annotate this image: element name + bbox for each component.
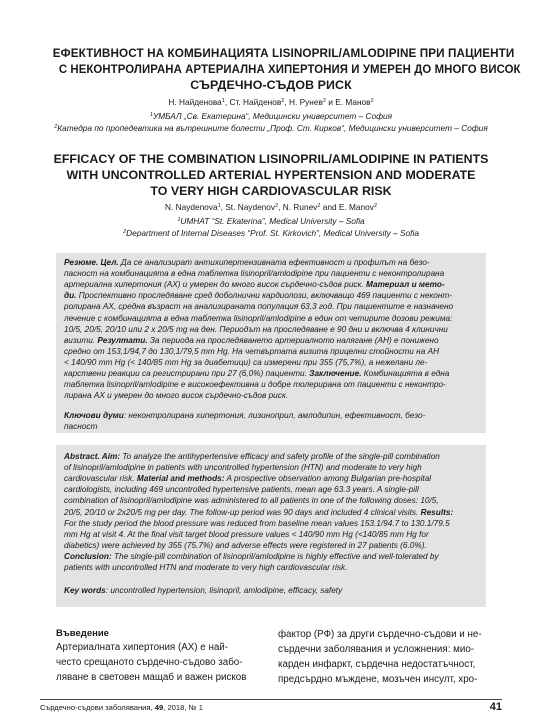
keywords-bg-line	[64, 410, 425, 421]
abstract-en-line	[64, 495, 439, 506]
abstract-english-box	[56, 445, 486, 607]
author-affil-mark: 2	[322, 98, 326, 104]
abstract-en-line	[64, 540, 427, 551]
title-en-line: EFFICACY OF THE COMBINATION LISINOPRIL/AMLODIPINE IN PATIENTS	[53, 152, 489, 166]
section-heading-introduction: Въведение	[56, 628, 109, 639]
abstract-bold-run: Abstract. Aim:	[64, 452, 121, 461]
abstract-bg-line	[64, 313, 452, 324]
abstract-bg-line	[64, 324, 448, 335]
author-separator: ,	[284, 97, 289, 107]
body-text-line: карден инфаркт, сърдечна недостатъчност,	[278, 659, 476, 670]
author-conjunction: и	[325, 97, 336, 107]
affil-text: UMHAT “St. Ekaterina”, Medical University – Sofia	[180, 216, 365, 226]
body-text-line: сърдечни заболявания и усложнения: мио-	[278, 644, 475, 655]
intro-right-text	[278, 627, 488, 687]
body-text-line: често срещаното сърдечно-съдово забо-	[56, 657, 243, 668]
affil-text: УМБАЛ „Св. Екатерина“, Медицински университет – София	[152, 111, 393, 121]
affil-mark: 2	[54, 124, 58, 130]
footer-rule	[40, 699, 502, 700]
author-affil-mark: 1	[217, 203, 221, 209]
journal-volume: 49	[154, 703, 164, 712]
abstract-text-run: mm Hg at visit 4. At the final visit target blood pressure values < 140/90 mm Hg (<140/85 mm Hg for	[64, 529, 429, 539]
abstract-bg-line	[64, 279, 445, 290]
abstract-text-run: To analyze the antihypertensive efficacy and safety profile of the single-pill combination	[120, 452, 440, 461]
author-affil-mark: 2	[373, 203, 377, 209]
affil-mark: 1	[177, 217, 181, 223]
abstract-text-run: пасност на комбинацията в една таблетка lisinopril/amlodipine при пациенти с неконтролирана	[64, 269, 445, 279]
affiliation-en-1	[40, 216, 502, 227]
keywords-bg-line	[64, 421, 97, 432]
affil-mark: 1	[149, 112, 153, 118]
author-separator: ,	[220, 202, 226, 212]
abstract-bg-line	[64, 390, 288, 401]
body-text-line: предсърдно мъждене, мозъчен инсулт, хро-	[278, 674, 478, 685]
abstract-text-run: За периода на проследяването артериалното налягане (АН) е понижено	[147, 335, 439, 345]
abstract-en-line	[64, 518, 450, 529]
abstract-text-run: Комбинацията в една	[361, 369, 450, 378]
author-conjunction: and	[320, 202, 339, 212]
abstract-en-line	[64, 473, 431, 484]
abstract-en-line	[64, 484, 419, 495]
abstract-text-run: пасност	[64, 422, 98, 432]
abstract-bg-line	[64, 335, 439, 346]
intro-left-text	[56, 640, 261, 685]
page-number: 41	[489, 701, 502, 713]
abstract-text-run: diabetics) were achieved by 355 (75.7%) and adverse effects were registered in 27 patients (6.0%).	[64, 540, 427, 550]
author-name: Н. Найденова	[168, 97, 222, 107]
journal-name: Сърдечно-съдови заболявания,	[40, 703, 155, 712]
affil-mark: 2	[123, 229, 127, 235]
abstract-text-run: лечение с комбинацията в една таблетка lisinopril/amlodipine в един от четирите дозови режима:	[64, 313, 453, 323]
body-text-line: Артериалната хипертония (АХ) е най-	[56, 642, 229, 653]
abstract-en-line	[64, 507, 453, 518]
abstract-bold-run: Материал и мето-	[366, 280, 445, 290]
affiliation-bg-2	[40, 123, 502, 134]
author-name: Е. Манов	[335, 97, 371, 107]
abstract-text-run: таблетка lisinopril/amlodipine е високоефективна и добре толерирана от пациенти с неконтро-	[64, 380, 446, 390]
affil-text: Department of Internal Diseases “Prof. St. Kirkovich”, Medical University – Sofia	[126, 228, 419, 238]
abstract-bold-run: ди.	[64, 291, 77, 301]
author-name: N. Naydenova	[164, 202, 218, 212]
title-bulgarian	[40, 45, 521, 93]
title-en-line: WITH UNCONTROLLED ARTERIAL HYPERTENSION AND MODERATE	[66, 168, 476, 182]
abstract-text-run: A prospective observation among Bulgarian pre-hospital	[224, 474, 432, 484]
abstract-text-run: cardiologists, including 469 uncontrolled hypertensive patients, mean age 63.3 years. A single-pill	[64, 485, 419, 495]
abstract-bg-line	[64, 257, 430, 268]
abstract-bg-line	[64, 357, 427, 368]
abstract-text-run: средно от 153,1/94,7 до 130,1/79,5 mm Hg. На четвъртата визита прицелни стойности на АН	[64, 346, 440, 356]
author-name: Ст. Найденов	[229, 97, 282, 107]
abstract-bg-line	[64, 268, 444, 279]
abstract-text-run: 10/5, 20/5, 20/10 или 2 x 20/5 mg на ден. Периодът на проследяване е 90 дни и включва 4 клинични	[64, 324, 448, 334]
abstract-bg-line	[64, 379, 446, 390]
intro-left-column	[56, 627, 261, 685]
abstract-text-run: patients with uncontrolled HTN and moderate to very high cardiovascular risk.	[64, 563, 348, 572]
abstract-bold-run: Results:	[420, 507, 454, 517]
author-name: St. Naydenov	[225, 202, 276, 212]
abstract-text-run: 20/5, 20/10 or 2x20/5 mg per day. The follow-up period was 90 days and included 4 clinical visits.	[64, 507, 421, 517]
abstract-bulgarian-box	[56, 253, 486, 433]
abstract-text-run: < 140/90 mm Hg (< 140/85 mm Hg за диабетици) са измерени при 355 (75,7%), а нежелани ле-	[64, 357, 428, 367]
author-separator: ,	[224, 97, 230, 107]
abstract-bold-run: Material and methods:	[136, 474, 225, 484]
title-en-line: TO VERY HIGH CARDIOVASCULAR RISK	[150, 184, 392, 198]
author-name: Н. Рунев	[288, 97, 323, 107]
abstract-en-line	[64, 529, 429, 540]
title-bg-line: ЕФЕКТИВНОСТ НА КОМБИНАЦИЯТА LISINOPRIL/AMLODIPINE ПРИ ПАЦИЕНТИ	[52, 46, 515, 60]
abstract-bold-run: Резултати.	[97, 335, 148, 345]
abstract-text-run: The single-pill combination of lisinopril/amlodipine is highly effective and well-tolerated by	[111, 551, 439, 561]
abstract-text-run: : uncontrolled hypertension, lisinopril, amlodipine, efficacy, safety	[105, 586, 343, 595]
abstract-text-run: Да се анализират антихипертензивната ефективност и профилът на безо-	[118, 258, 430, 267]
abstract-text-run: cardiovascular risk.	[64, 474, 137, 484]
author-affil-mark: 2	[317, 203, 321, 209]
abstract-text-run: артериална хипертония (АХ) и умерен до много висок сърдечно-съдов риск.	[64, 280, 367, 290]
authors-bulgarian	[40, 97, 502, 108]
abstract-text-run: лирана АХ и умерен до много висок сърдечно-съдов риск.	[64, 391, 289, 401]
author-name: E. Manov	[338, 202, 374, 212]
abstract-text-run: ролирана АХ, средна възраст на анализираната популация 63,3 год. При пациентите е назначено	[64, 302, 454, 312]
affil-text: Катедра по пропедевтика на вътрешните болести „Проф. Ст. Кирков“, Медицински университет – София	[57, 123, 488, 133]
affiliation-en-2	[40, 228, 502, 239]
affiliation-bg-1	[40, 111, 502, 122]
abstract-text-run: визити.	[64, 335, 98, 345]
intro-right-column	[278, 627, 488, 687]
abstract-en-line	[64, 451, 440, 462]
title-bg-line: СЪРДЕЧНО-СЪДОВ РИСК	[190, 78, 352, 92]
abstract-en-line	[64, 462, 422, 473]
author-affil-mark: 2	[275, 203, 279, 209]
author-affil-mark: 2	[370, 98, 374, 104]
authors-english	[40, 202, 502, 213]
author-name: N. Runev	[282, 202, 318, 212]
abstract-bold-run: Conclusion:	[64, 551, 112, 561]
abstract-bg-line	[64, 290, 452, 301]
abstract-text-run: of lisinopril/amlodipine in patients with uncontrolled hypertension (HTN) and moderate to very high	[64, 463, 422, 473]
author-separator: ,	[278, 202, 283, 212]
keywords-en-line	[64, 585, 342, 596]
abstract-text-run: combination of lisinopril/amlodipine was administered to all patients in one of the following doses: 10/5,	[64, 496, 439, 506]
title-english	[40, 151, 502, 199]
abstract-bold-run: Ключови думи	[64, 411, 124, 420]
author-affil-mark: 2	[281, 98, 285, 104]
author-affil-mark: 1	[221, 98, 225, 104]
abstract-bg-line	[64, 368, 449, 379]
abstract-text-run: карствени реакции са регистрирани при 27 (6,0%) пациенти.	[64, 369, 310, 378]
abstract-bold-run: Заключение.	[309, 369, 362, 378]
abstract-bold-run: Резюме. Цел.	[64, 258, 119, 267]
abstract-text-run: For the study period the blood pressure was reduced from baseline mean values 153.1/94.7 to 130.1/79.5	[64, 518, 450, 528]
journal-issue: , 2018, № 1	[163, 703, 204, 712]
abstract-en-line	[64, 562, 347, 573]
abstract-text-run: : неконтролирана хипертония, лизиноприл, амлодипин, ефективност, безо-	[123, 411, 426, 420]
abstract-en-line	[64, 551, 439, 562]
title-bg-line: С НЕКОНТРОЛИРАНА АРТЕРИАЛНА ХИПЕРТОНИЯ И УМЕРЕН ДО МНОГО ВИСОК	[58, 62, 521, 76]
footer-journal	[40, 703, 203, 713]
abstract-bg-line	[64, 346, 439, 357]
abstract-bold-run: Key words	[64, 586, 106, 595]
body-text-line: фактор (РФ) за други сърдечно-съдови и не-	[278, 629, 482, 640]
abstract-bg-line	[64, 301, 453, 312]
abstract-text-run: Проспективно проследяване сред доболнични кардиолози, включващо 469 пациенти с неконт-	[76, 291, 453, 301]
body-text-line: ляване в световен мащаб и важен рисков	[56, 672, 247, 683]
